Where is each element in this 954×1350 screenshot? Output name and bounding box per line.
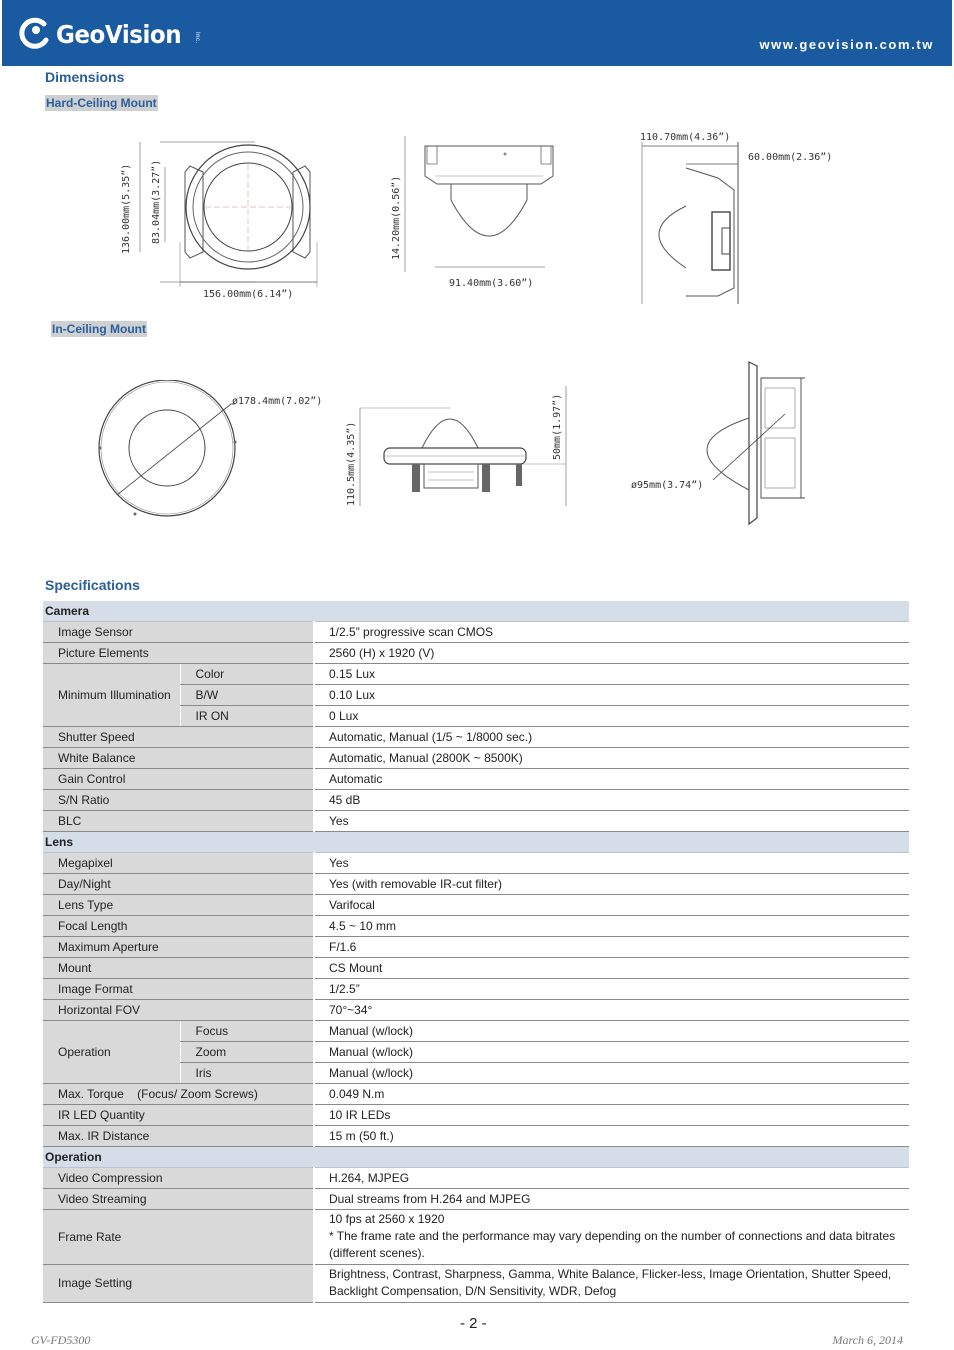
- spec-label: Image Sensor: [43, 622, 314, 643]
- spec-label: Megapixel: [43, 853, 314, 874]
- spec-label: Focal Length: [43, 916, 314, 937]
- spec-sub-label: Zoom: [180, 1042, 314, 1063]
- spec-value: 2560 (H) x 1920 (V): [314, 643, 909, 664]
- spec-value: 10 IR LEDs: [314, 1105, 909, 1126]
- spec-label: BLC: [43, 811, 314, 832]
- section-operation: [43, 1147, 909, 1168]
- spec-label: Mount: [43, 958, 314, 979]
- spec-value: 45 dB: [314, 790, 909, 811]
- section-camera: [43, 601, 909, 622]
- spec-value: 1/2.5” progressive scan CMOS: [314, 622, 909, 643]
- spec-row: [43, 1189, 909, 1210]
- spec-label: Gain Control: [43, 769, 314, 790]
- spec-label: Image Format: [43, 979, 314, 1000]
- dim-156mm: 156.00mm(6.14”): [203, 289, 294, 300]
- spec-value: [314, 1210, 909, 1265]
- section-name: Operation: [43, 1147, 909, 1168]
- dim-110-5mm: 110.5mm(4.35”): [346, 421, 357, 506]
- spec-label: S/N Ratio: [43, 790, 314, 811]
- spec-row: [43, 1105, 909, 1126]
- spec-row: [43, 1265, 909, 1303]
- dim-91-4mm: 91.40mm(3.60”): [449, 278, 534, 289]
- spec-value: CS Mount: [314, 958, 909, 979]
- dimensions-title: Dimensions: [45, 69, 125, 85]
- spec-row: [43, 748, 909, 769]
- spec-row: [43, 895, 909, 916]
- spec-value: Automatic: [314, 769, 909, 790]
- spec-sub-label: Iris: [180, 1063, 314, 1084]
- spec-sub-label: Focus: [180, 1021, 314, 1042]
- spec-row: [43, 1210, 909, 1265]
- spec-row: [43, 916, 909, 937]
- spec-value: Varifocal: [314, 895, 909, 916]
- hard-ceiling-profile-view: [630, 128, 850, 308]
- spec-value: Automatic, Manual (2800K ~ 8500K): [314, 748, 909, 769]
- spec-row: [43, 874, 909, 895]
- footer-date: March 6, 2014: [832, 1333, 903, 1347]
- in-ceiling-label: In-Ceiling Mount: [52, 322, 146, 336]
- spec-row: [43, 643, 909, 664]
- spec-value: 1/2.5”: [314, 979, 909, 1000]
- spec-value: Manual (w/lock): [314, 1042, 909, 1063]
- hard-ceiling-top-view: [115, 132, 325, 302]
- spec-value: 70°~34°: [314, 1000, 909, 1021]
- spec-value: H.264, MJPEG: [314, 1168, 909, 1189]
- dim-83mm: 83.04mm(3.27”): [151, 159, 162, 244]
- dim-95mm: ø95mm(3.74”): [631, 480, 704, 491]
- spec-value: Manual (w/lock): [314, 1063, 909, 1084]
- spec-row: [43, 1021, 909, 1042]
- page-header: [2, 0, 952, 66]
- spec-label: Frame Rate: [43, 1210, 314, 1265]
- spec-row: [43, 664, 909, 685]
- spec-value: 0 Lux: [314, 706, 909, 727]
- spec-value: 0.049 N.m: [314, 1084, 909, 1105]
- spec-row: [43, 1126, 909, 1147]
- spec-label: Operation: [43, 1021, 180, 1084]
- spec-label: White Balance: [43, 748, 314, 769]
- in-ceiling-profile-view: [625, 358, 810, 528]
- spec-row: [43, 1168, 909, 1189]
- spec-label: Video Compression: [43, 1168, 314, 1189]
- spec-row: [43, 790, 909, 811]
- spec-row: [43, 727, 909, 748]
- spec-label: Video Streaming: [43, 1189, 314, 1210]
- section-name: Lens: [43, 832, 909, 853]
- spec-value-line: * The frame rate and the performance may vary depending on the number of connections and data bitrates (different scenes).: [329, 1229, 896, 1260]
- spec-value: 15 m (50 ft.): [314, 1126, 909, 1147]
- spec-row: [43, 1084, 909, 1105]
- dim-60mm: 60.00mm(2.36”): [748, 152, 833, 163]
- spec-value: Yes: [314, 811, 909, 832]
- page-number: - 2 -: [460, 1315, 487, 1332]
- spec-row: [43, 811, 909, 832]
- spec-label: IR LED Quantity: [43, 1105, 314, 1126]
- specifications-title: Specifications: [45, 577, 140, 593]
- hard-ceiling-label: Hard-Ceiling Mount: [46, 96, 157, 110]
- section-lens: [43, 832, 909, 853]
- spec-row: [43, 1000, 909, 1021]
- spec-value: 0.15 Lux: [314, 664, 909, 685]
- spec-value: Yes: [314, 853, 909, 874]
- website-url[interactable]: www.geovision.com.tw: [759, 37, 934, 52]
- spec-row: [43, 979, 909, 1000]
- spec-value: Yes (with removable IR-cut filter): [314, 874, 909, 895]
- spec-value: Dual streams from H.264 and MJPEG: [314, 1189, 909, 1210]
- brand-name: GeoVision: [56, 19, 182, 49]
- spec-value: Automatic, Manual (1/5 ~ 1/8000 sec.): [314, 727, 909, 748]
- spec-row: [43, 622, 909, 643]
- in-ceiling-side-view: [340, 382, 575, 510]
- spec-label: Maximum Aperture: [43, 937, 314, 958]
- spec-row: [43, 937, 909, 958]
- spec-value: Manual (w/lock): [314, 1021, 909, 1042]
- spec-value: 0.10 Lux: [314, 685, 909, 706]
- dim-136mm: 136.00mm(5.35”): [121, 163, 132, 254]
- dim-110-7mm: 110.70mm(4.36”): [640, 132, 731, 143]
- spec-value: F/1.6: [314, 937, 909, 958]
- geovision-logo[interactable]: [18, 14, 200, 54]
- spec-value: Brightness, Contrast, Sharpness, Gamma, White Balance, Flicker-less, Image Orientation, Shutter Speed, Backlight Compensation, D/N Sensitivity, WDR, Defog: [314, 1265, 909, 1303]
- hard-ceiling-side-view: [385, 132, 560, 292]
- spec-label: Minimum Illumination: [43, 664, 180, 727]
- spec-label: Shutter Speed: [43, 727, 314, 748]
- geovision-logo-icon: [18, 17, 52, 51]
- spec-value-line: 10 fps at 2560 x 1920: [329, 1212, 445, 1226]
- footer-model: GV-FD5300: [31, 1333, 91, 1347]
- spec-label: Max. Torque (Focus/ Zoom Screws): [43, 1084, 314, 1105]
- dim-50mm: 50mm(1.97”): [552, 393, 563, 460]
- spec-value: 4.5 ~ 10 mm: [314, 916, 909, 937]
- dim-178-4mm: ø178.4mm(7.02”): [232, 396, 323, 407]
- spec-row: [43, 958, 909, 979]
- brand-sub: Inc.: [194, 32, 201, 44]
- section-name: Camera: [43, 601, 909, 622]
- spec-label: Day/Night: [43, 874, 314, 895]
- spec-label: Image Setting: [43, 1265, 314, 1303]
- spec-sub-label: Color: [180, 664, 314, 685]
- dim-14-2mm: 14.20mm(0.56”): [391, 175, 402, 260]
- spec-label: Lens Type: [43, 895, 314, 916]
- spec-label: Picture Elements: [43, 643, 314, 664]
- spec-sub-label: B/W: [180, 685, 314, 706]
- specifications-table: [43, 601, 909, 1303]
- spec-sub-label: IR ON: [180, 706, 314, 727]
- spec-row: [43, 769, 909, 790]
- in-ceiling-top-view: [95, 380, 335, 525]
- spec-row: [43, 853, 909, 874]
- spec-label: Max. IR Distance: [43, 1126, 314, 1147]
- spec-label: Horizontal FOV: [43, 1000, 314, 1021]
